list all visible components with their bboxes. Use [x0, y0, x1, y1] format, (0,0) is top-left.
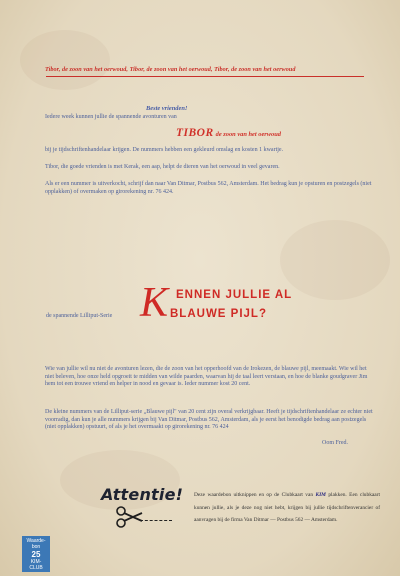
headline-line2: BLAUWE PIJL?	[170, 308, 267, 320]
cut-line	[140, 520, 172, 521]
voucher-line4: CLUB	[29, 564, 43, 571]
voucher-line1: Waarde-	[26, 538, 46, 544]
tibor-title: TIBOR	[176, 127, 214, 139]
kim-club-voucher[interactable]	[22, 536, 50, 572]
availability-paragraph: bij je tijdschriftenhandelaar krijgen. De nummers hebben een gekleurd omslag en kosten 1 kwartje.	[45, 147, 284, 153]
lilliput-paragraph: De kleine nummers van de Lilliput-serie „Blauwe pijl" van 20 cent zijn overal verkrijgbaar. Heeft je tijdschriftenhandelaar ze echter niet voorradig, dan kun je alle nummers krijgen bij Van Ditmar, Postbus 562, Amsterdam, als je eerst het benodigde bedrag aan postzegels (niet opplakken) opstuurt, of als je het overmaakt op girorekening nr. 76 424	[45, 409, 373, 430]
tibor-heading	[176, 123, 281, 141]
paper-stain	[280, 220, 390, 300]
tibor-subtitle: de zoon van het oerwoud	[215, 131, 281, 138]
headline-line1: ENNEN JULLIE AL	[176, 289, 293, 301]
order-paragraph: Als er een nummer is uitverkocht, schrijf dan naar Van Ditmar, Postbus 562, Amsterdam. Het bedrag kun je opsturen en postzegels (niet opplakken) of overmaken op girorekening nr. 76 424.	[45, 181, 372, 195]
paper-stain	[20, 30, 110, 90]
signature: Oom Fred.	[322, 440, 348, 446]
voucher-value: 25	[31, 549, 41, 559]
greeting: Beste vrienden!	[146, 105, 188, 112]
blauwe-pijl-paragraph: Wie van jullie wil nu niet de avonturen lezen, die de zoon van het opperhoofd van de Irokezen, de blauwe pijl, meemaakt. Wie wil het niet beleven, hoe onze held opgroeit te midden van wilde paarden, waarvan hij de taal leert verstaan, en hoe de blanke goudgraver Jim hem tot een trouwe vriend en helper in nood en gevaar is. Ieder nummer kost 20 cent.	[45, 366, 368, 387]
lilliput-label: de spannende Lilliput-Serie	[46, 313, 113, 319]
attentie-heading: Attentie!	[101, 485, 184, 504]
tibor-description: Tibor, die goede vrienden is met Kerak, een aap, helpt de dieren van het oerwoud in veel gevaren.	[45, 164, 280, 170]
coupon-text-1: Deze waardebon uitknippen en op de Clubkaart van	[194, 492, 314, 498]
kim-logo: KIM	[315, 492, 326, 498]
intro-text: Iedere week kunnen jullie de spannende avonturen van	[45, 114, 177, 120]
coupon-text-2: plakken. Een clubkaart kunnen jullie, als je deze nog niet hebt, krijgen bij jullie tijdschriftenverancier of aanvragen bij de firma Van Ditmar — Postbus 562 — Amsterdam.	[194, 492, 380, 524]
tibor-banner: Tibor, de zoon van het oerwoud, Tibor, de zoon van het oerwoud, Tibor, de zoon van het oerwoud	[45, 66, 296, 73]
banner-underline	[46, 76, 364, 77]
voucher-line3: KIM-	[30, 558, 42, 565]
scissors-icon	[116, 506, 144, 528]
voucher-line2: bon	[31, 544, 41, 551]
headline-initial: K	[140, 280, 169, 326]
coupon-instructions	[194, 489, 380, 527]
